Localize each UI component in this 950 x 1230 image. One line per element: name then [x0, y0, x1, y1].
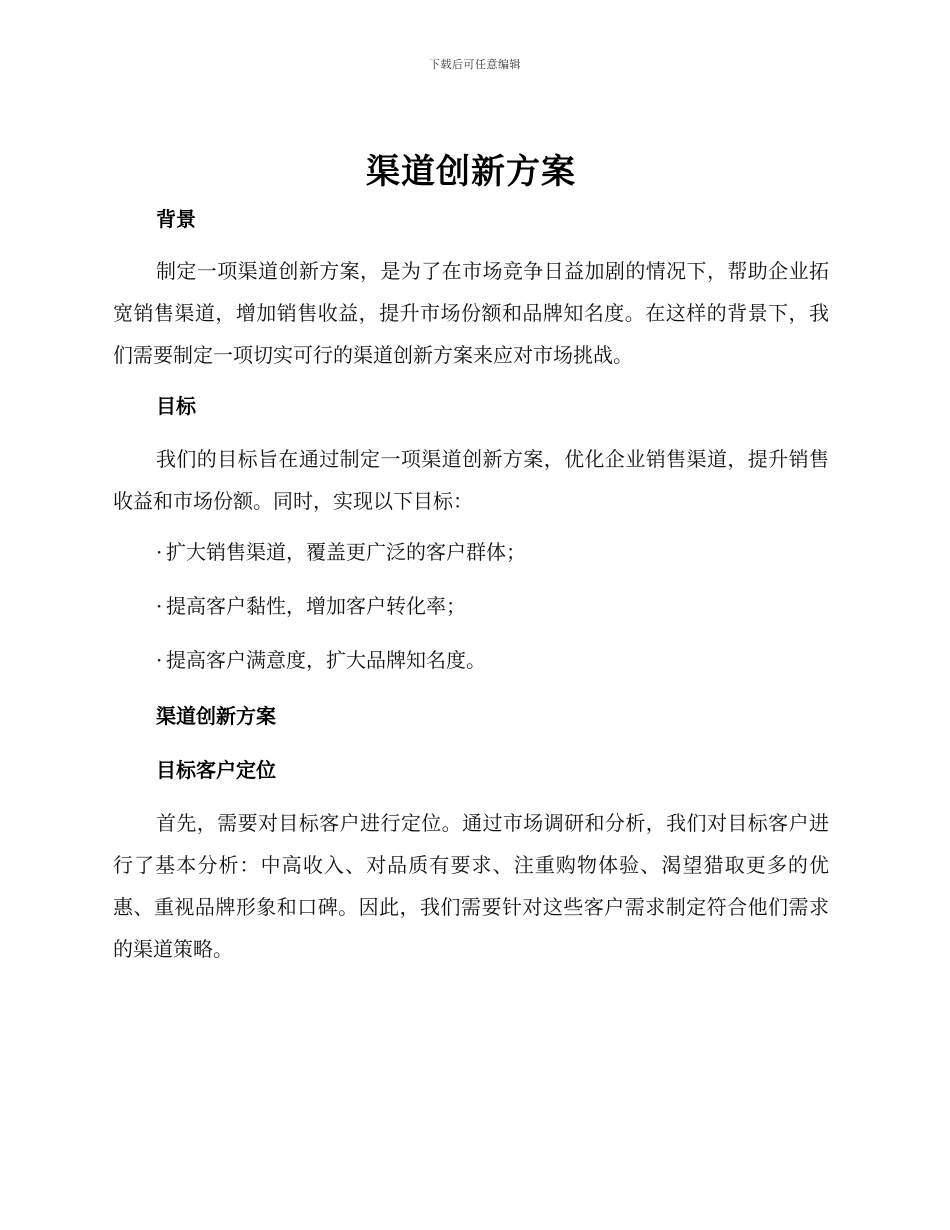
list-item — [113, 536, 829, 568]
section-heading-background: 背景 — [156, 207, 196, 231]
section-plan — [113, 702, 829, 730]
section-heading-plan: 渠道创新方案 — [156, 704, 276, 728]
section-targeting — [113, 756, 829, 970]
bullet-icon: · — [156, 540, 163, 564]
bullet-icon: · — [156, 648, 163, 672]
bullet-icon: · — [156, 594, 163, 618]
page-header-note: 下载后可任意编辑 — [429, 58, 521, 71]
document-body — [113, 150, 829, 970]
goals-paragraph: 我们的目标旨在通过制定一项渠道创新方案，优化企业销售渠道，提升销售收益和市场份额。同时，实现以下目标： — [113, 447, 829, 513]
section-heading-goals: 目标 — [156, 394, 196, 418]
targeting-paragraph: 首先，需要对目标客户进行定位。通过市场调研和分析，我们对目标客户进行了基本分析：中高收入、对品质有要求、注重购物体验、渴望猎取更多的优惠、重视品牌形象和口碑。因此，我们需要针对这些客户需求制定符合他们需求的渠道策略。 — [113, 811, 829, 961]
list-item-text: 提高客户满意度，扩大品牌知名度。 — [166, 648, 486, 672]
document-title: 渠道创新方案 — [366, 152, 576, 192]
goals-list — [113, 536, 829, 676]
list-item-text: 扩大销售渠道，覆盖更广泛的客户群体； — [166, 540, 526, 564]
list-item — [113, 644, 829, 676]
section-background — [113, 205, 829, 376]
section-heading-targeting: 目标客户定位 — [156, 758, 276, 782]
list-item-text: 提高客户黏性，增加客户转化率； — [166, 594, 466, 618]
section-goals — [113, 392, 829, 676]
background-paragraph: 制定一项渠道创新方案，是为了在市场竞争日益加剧的情况下，帮助企业拓宽销售渠道，增加销售收益，提升市场份额和品牌知名度。在这样的背景下，我们需要制定一项切实可行的渠道创新方案来应对市场挑战。 — [113, 259, 829, 367]
list-item — [113, 590, 829, 622]
